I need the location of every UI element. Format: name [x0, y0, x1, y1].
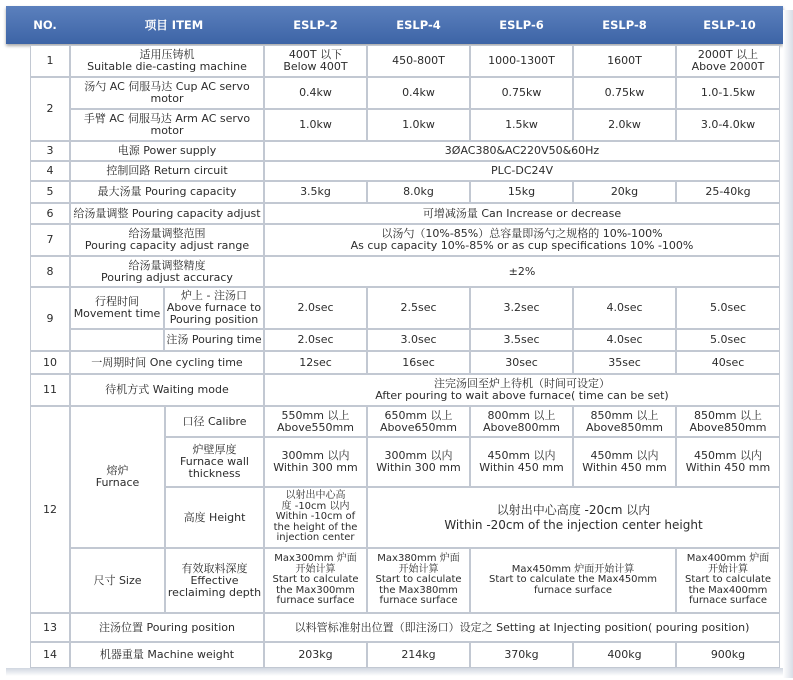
row-item-furnace: 熔炉 Furnace [70, 406, 165, 548]
row-value-merged: PLC-DC24V [264, 161, 780, 181]
row-value: 8.0kg [367, 181, 470, 203]
row-value: 3.0-4.0kw [676, 109, 780, 141]
bottom-shadow [6, 668, 783, 676]
row-no: 5 [30, 181, 70, 203]
header-model-5: ESLP-10 [703, 18, 756, 32]
row-no: 10 [30, 351, 70, 374]
row-value: 35sec [573, 351, 676, 374]
header-no: NO. [33, 18, 57, 32]
row-value-merged: 以料管标准射出位置（即注汤口）设定之 Setting at Injecting position( pouring position) [264, 613, 780, 642]
row-item: 行程时间 Movement time [70, 287, 164, 329]
row-no: 14 [30, 642, 70, 668]
row-value: 1000-1300T [470, 45, 573, 77]
row-value-merged: 可增减汤量 Can Increase or decrease [264, 203, 780, 224]
row-item: 机器重量 Machine weight [70, 642, 264, 668]
row-value: 800mm 以上 Above800mm [470, 406, 573, 437]
row-value: 400kg [573, 642, 676, 668]
row-value-merged: 注完汤回至炉上待机（时间可设定） After pouring to wait above furnace( time can be set) [264, 374, 780, 406]
row-subitem: 注汤 Pouring time [164, 329, 264, 351]
row-value-merged: Max450mm 炉面开始计算 Start to calculate the Max450mm furnace surface [470, 548, 676, 613]
row-value: 0.75kw [470, 77, 573, 109]
row-item: 汤勺 AC 伺服马达 Cup AC servo motor [70, 77, 264, 109]
row-value: 650mm 以上 Above650mm [367, 406, 470, 437]
row-value-merged: 3ØAC380&AC220V50&60Hz [264, 141, 780, 161]
row-value: 4.0sec [573, 287, 676, 329]
row-item: 手臂 AC 伺服马达 Arm AC servo motor [70, 109, 264, 141]
row-value: 0.75kw [573, 77, 676, 109]
row-value: 20kg [573, 181, 676, 203]
row-subitem: 高度 Height [165, 487, 264, 548]
row-value: 16sec [367, 351, 470, 374]
row-no: 3 [30, 141, 70, 161]
row-item: 适用压铸机 Suitable die-casting machine [70, 45, 264, 77]
row-value: 3.0sec [367, 329, 470, 351]
row-value-merged: ±2% [264, 256, 780, 287]
row-no: 13 [30, 613, 70, 642]
row-value: 2.5sec [367, 287, 470, 329]
row-no: 6 [30, 203, 70, 224]
header-model-2: ESLP-4 [396, 18, 441, 32]
row-value: 900kg [676, 642, 780, 668]
row-no: 2 [30, 77, 70, 141]
row-subitem: 口径 Calibre [165, 406, 264, 437]
row-value: 450mm 以内 Within 450 mm [573, 437, 676, 487]
row-value: 850mm 以上 Above850mm [676, 406, 780, 437]
row-item-size: 尺寸 Size [70, 548, 165, 613]
row-value: 3.5sec [470, 329, 573, 351]
row-value: 0.4kw [367, 77, 470, 109]
row-value-merged: 以射出中心高度 -20cm 以内 Within -20cm of the injection center height [367, 487, 780, 548]
row-item: 电源 Power supply [70, 141, 264, 161]
row-value: 214kg [367, 642, 470, 668]
row-item: 待机方式 Waiting mode [70, 374, 264, 406]
row-value: 3.2sec [470, 287, 573, 329]
row-value-merged: 以汤勺（10%-85%）总容量即汤勺之规格的 10%-100% As cup capacity 10%-85% or as cup specifications 10% -100% [264, 224, 780, 256]
row-value: 12sec [264, 351, 367, 374]
row-value: 40sec [676, 351, 780, 374]
row-subitem: 炉壁厚度 Furnace wall thickness [165, 437, 264, 487]
header-item: 项目 ITEM [144, 18, 204, 32]
header-model-1: ESLP-2 [293, 18, 338, 32]
row-no: 7 [30, 224, 70, 256]
row-item: 给汤量调整 Pouring capacity adjust [70, 203, 264, 224]
row-value: 2.0sec [264, 329, 367, 351]
row-no: 4 [30, 161, 70, 181]
header-model-4: ESLP-8 [602, 18, 647, 32]
row-value: 203kg [264, 642, 367, 668]
row-subitem: 炉上 - 注汤口 Above furnace to Pouring position [164, 287, 264, 329]
row-value: 300mm 以内 Within 300 mm [367, 437, 470, 487]
row-value: 2.0kw [573, 109, 676, 141]
row-no: 1 [30, 45, 70, 77]
row-item: 给汤量调整范围 Pouring capacity adjust range [70, 224, 264, 256]
row-value: 1.5kw [470, 109, 573, 141]
row-item: 给汤量调整精度 Pouring adjust accuracy [70, 256, 264, 287]
row-value: 1.0kw [367, 109, 470, 141]
row-value: 30sec [470, 351, 573, 374]
row-value: 以射出中心高 度 -10cm 以内 Within -10cm of the height of the injection center [264, 487, 367, 548]
row-value: 370kg [470, 642, 573, 668]
row-value: 450mm 以内 Within 450 mm [676, 437, 780, 487]
row-value: 550mm 以上 Above550mm [264, 406, 367, 437]
right-shadow [783, 10, 793, 678]
row-no: 8 [30, 256, 70, 287]
row-item: 注汤位置 Pouring position [70, 613, 264, 642]
row-item-blank [70, 329, 164, 351]
row-subitem: 有效取料深度 Effective reclaiming depth [165, 548, 264, 613]
row-value: 1.0-1.5kw [676, 77, 780, 109]
row-value: 4.0sec [573, 329, 676, 351]
row-value: 25-40kg [676, 181, 780, 203]
row-value: 400T 以下 Below 400T [264, 45, 367, 77]
row-value: 2000T 以上 Above 2000T [676, 45, 780, 77]
row-value: 15kg [470, 181, 573, 203]
row-value: 300mm 以内 Within 300 mm [264, 437, 367, 487]
row-value: 0.4kw [264, 77, 367, 109]
header-model-3: ESLP-6 [499, 18, 544, 32]
row-no: 12 [30, 406, 70, 613]
row-value: Max380mm 炉面 开始计算 Start to calculate the Max380mm furnace surface [367, 548, 470, 613]
row-item: 一周期时间 One cycling time [70, 351, 264, 374]
row-value: 450mm 以内 Within 450 mm [470, 437, 573, 487]
row-no: 11 [30, 374, 70, 406]
row-item: 最大汤量 Pouring capacity [70, 181, 264, 203]
row-value: 2.0sec [264, 287, 367, 329]
row-value: Max300mm 炉面 开始计算 Start to calculate the Max300mm furnace surface [264, 548, 367, 613]
row-value: 450-800T [367, 45, 470, 77]
row-item: 控制回路 Return circuit [70, 161, 264, 181]
row-value: 5.0sec [676, 329, 780, 351]
row-value: Max400mm 炉面 开始计算 Start to calculate the Max400mm furnace surface [676, 548, 780, 613]
row-value: 850mm 以上 Above850mm [573, 406, 676, 437]
row-value: 3.5kg [264, 181, 367, 203]
row-no: 9 [30, 287, 70, 351]
row-value: 1.0kw [264, 109, 367, 141]
row-value: 1600T [573, 45, 676, 77]
row-value: 5.0sec [676, 287, 780, 329]
